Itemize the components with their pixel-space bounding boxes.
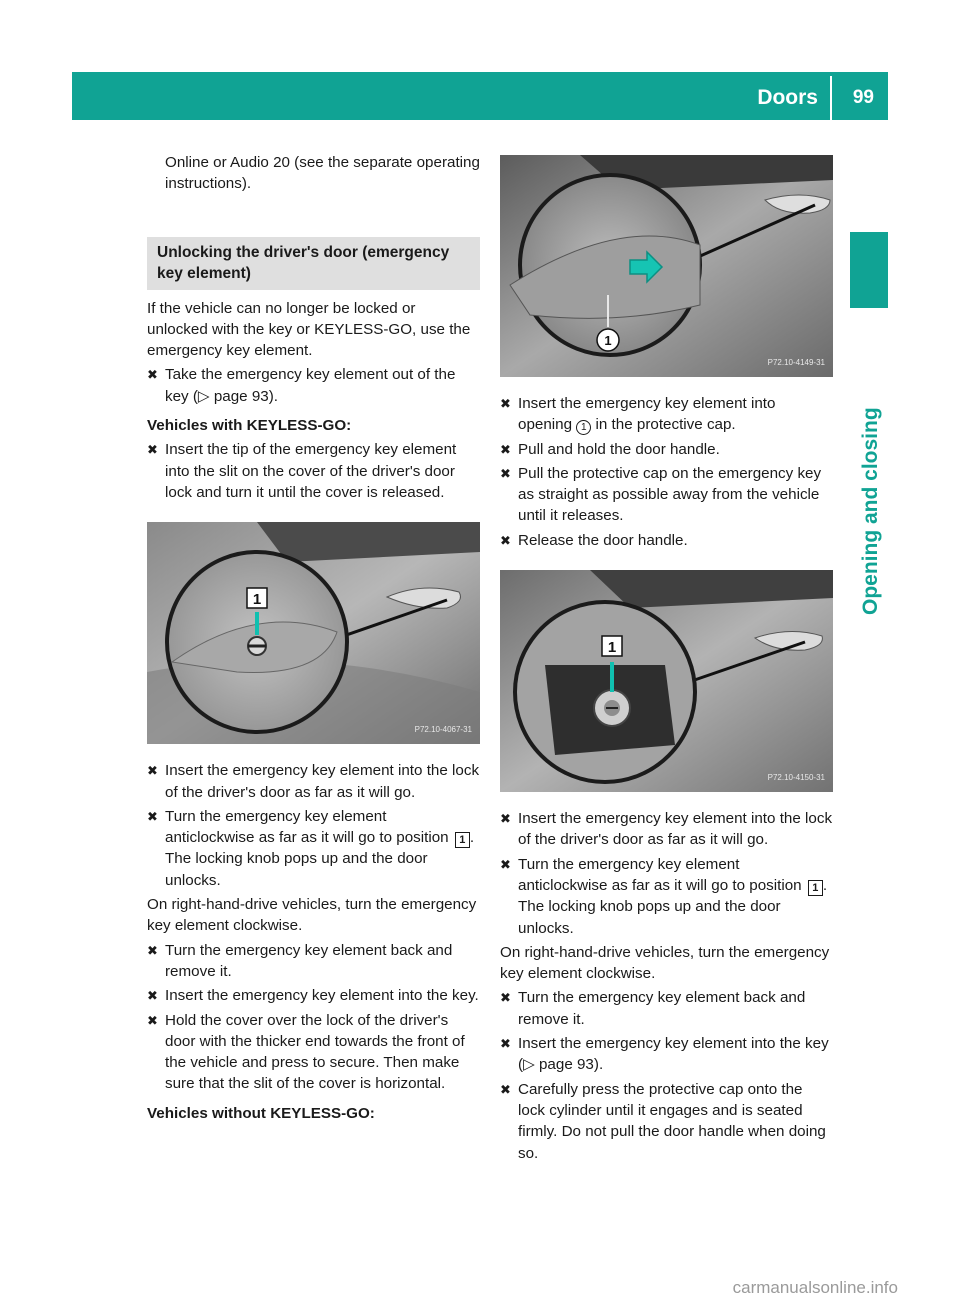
step-insert-opening: ✖ Insert the emergency key element into opening 1 in the protective cap.	[500, 395, 776, 434]
arrow-marker-icon: ✖	[147, 763, 158, 779]
arrow-marker-icon: ✖	[147, 988, 158, 1004]
figure-callout: 1	[604, 333, 612, 348]
lock-illustration	[500, 570, 833, 792]
rhd-note: On right-hand-drive vehicles, turn the emergency key element clockwise.	[500, 943, 830, 983]
subheading-keyless: Vehicles with KEYLESS-GO:	[147, 417, 352, 435]
page-number: 99	[852, 87, 874, 108]
arrow-marker-icon: ✖	[500, 811, 511, 827]
intro-text: Online or Audio 20 (see the separate operating instructions).	[165, 154, 480, 193]
page-ref-link[interactable]: page 93).	[538, 1056, 604, 1074]
chapter-label: Opening and closing	[859, 407, 882, 615]
header-divider	[830, 76, 832, 120]
page-ref-link[interactable]: page 93).	[213, 387, 279, 405]
arrow-marker-icon: ✖	[500, 465, 511, 481]
arrow-marker-icon: ✖	[500, 396, 511, 411]
step-insert-lock: ✖ Insert the emergency key element into the lock of the driver's door as far as it will go.	[500, 810, 833, 849]
figure-callout: 1	[252, 591, 262, 609]
section-title: Doors	[757, 86, 818, 109]
triangle-ref-icon: ▷	[197, 387, 210, 405]
arrow-marker-icon: ✖	[500, 1036, 511, 1052]
step-pull-hold: ✖ Pull and hold the door handle.	[500, 439, 833, 460]
figure-door-lock-keyless	[147, 522, 480, 744]
step-turn-key: ✖ Turn the emergency key element anticlockwise as far as it will go to position 1 . The locking knob pops up and the door unlocks.	[500, 855, 828, 937]
opening-callout: 1	[576, 420, 591, 435]
section-heading: Unlocking the driver's door (emergency key element)	[147, 237, 480, 290]
step-insert-tip: ✖ Insert the tip of the emergency key element into the slit on the cover of the driver's door lock and turn it until the cover is released.	[147, 441, 457, 501]
figure-protective-cap	[500, 155, 833, 377]
triangle-ref-icon: ▷	[523, 1056, 535, 1074]
footer-watermark: carmanualsonline.info	[732, 1278, 898, 1297]
arrow-marker-icon: ✖	[147, 942, 158, 958]
arrow-marker-icon: ✖	[500, 1081, 511, 1097]
figure-callout: 1	[607, 639, 617, 657]
arrow-marker-icon: ✖	[147, 1012, 158, 1028]
arrow-marker-icon: ✖	[500, 532, 511, 548]
step-turn-back: ✖ Turn the emergency key element back and remove it.	[147, 941, 453, 980]
arrow-marker-icon: ✖	[500, 856, 511, 872]
step-insert-key: ✖ Insert the emergency key element into the key.	[147, 985, 480, 1006]
step-pull-cap: ✖ Pull the protective cap on the emergency key as straight as possible away from the vehicle until it releases.	[500, 464, 822, 525]
step-turn-key: ✖ Turn the emergency key element anticlockwise as far as it will go to position 1 . The locking knob pops up and the door unlocks.	[147, 807, 475, 889]
figure-lock-cylinder	[500, 570, 833, 792]
step-insert-key: ✖ Insert the emergency key element into the key (▷ page 93).	[500, 1035, 829, 1074]
step-take-key: ✖ Take the emergency key element out of the key (▷ page 93).	[147, 366, 456, 405]
arrow-marker-icon: ✖	[147, 367, 158, 383]
cap-illustration	[500, 155, 833, 377]
door-illustration	[147, 522, 480, 744]
subheading-without-keyless: Vehicles without KEYLESS-GO:	[147, 1104, 375, 1122]
arrow-marker-icon: ✖	[500, 441, 511, 457]
step-hold-cover: ✖ Hold the cover over the lock of the driver's door with the thicker end towards the front of the vehicle and press to secure. Then make sure that the slit of the cover is horizontal.	[147, 1011, 465, 1093]
position-callout: 1	[455, 832, 470, 848]
figure-code: P72.10-4149-31	[767, 357, 825, 367]
arrow-marker-icon: ✖	[147, 808, 158, 824]
step-release-handle: ✖ Release the door handle.	[500, 530, 833, 551]
arrow-marker-icon: ✖	[500, 990, 511, 1006]
step-press-cap: ✖ Carefully press the protective cap onto the lock cylinder until it engages and is seated firmly. Do not pull the door handle when doing so.	[500, 1080, 826, 1162]
figure-code: P72.10-4067-31	[414, 724, 472, 734]
right-column	[500, 155, 833, 1167]
header-bar	[72, 72, 888, 120]
intro-paragraph: If the vehicle can no longer be locked or unlocked with the key or KEYLESS-GO, use the emergency key element.	[147, 299, 471, 360]
position-callout: 1	[808, 880, 823, 896]
rhd-note: On right-hand-drive vehicles, turn the emergency key element clockwise.	[147, 896, 477, 935]
step-turn-back: ✖ Turn the emergency key element back and remove it.	[500, 989, 806, 1028]
left-column	[147, 152, 480, 1127]
step-insert-lock: ✖ Insert the emergency key element into the lock of the driver's door as far as it will go.	[147, 762, 480, 801]
arrow-marker-icon: ✖	[147, 442, 158, 458]
chapter-tab	[850, 232, 888, 308]
figure-code: P72.10-4150-31	[767, 772, 825, 782]
